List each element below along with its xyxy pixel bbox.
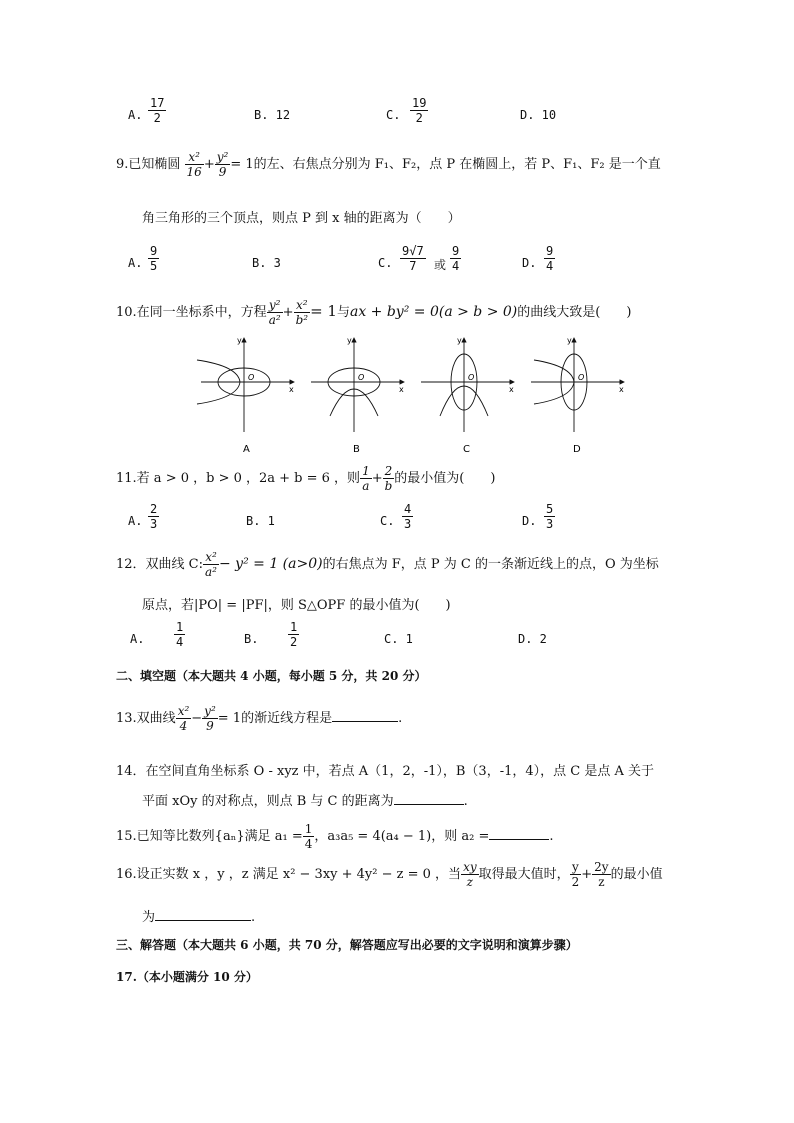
q11-option-d-label: D. — [522, 514, 537, 528]
q9-option-c2-den: 4 — [452, 259, 460, 273]
q12-option-a-label: A. — [130, 632, 145, 646]
q8-option-d: D. 10 — [520, 108, 557, 122]
q11-option-a-fraction — [148, 502, 159, 531]
q13-f1-num: x² — [177, 704, 190, 718]
q13-f1-den: 4 — [179, 719, 188, 733]
q10-mid: 与 — [336, 305, 350, 320]
q9-option-c1-num: 9√7 — [402, 244, 424, 258]
q10-graph-a — [197, 336, 294, 432]
q16-f2-den: 2 — [571, 875, 580, 889]
q16-f3-num: 2y — [594, 860, 609, 874]
q15-prefix: 15.已知等比数列{aₙ}满足 a₁ = — [116, 829, 303, 844]
q12-eq: − y² = 1 (a>0) — [218, 556, 323, 572]
q10-graph-d-y-label: y — [567, 336, 572, 345]
q9-plus: + — [203, 157, 215, 172]
q10-graph-b-origin: O — [358, 373, 365, 382]
q10-graph-d-label: D — [573, 444, 581, 455]
q10-eq1: = 1 — [310, 302, 337, 320]
q9-y-fraction — [215, 150, 231, 179]
q13-answer-blank[interactable] — [332, 709, 398, 722]
q11-option-d-den: 3 — [546, 517, 554, 531]
q10-graph-c-label: C — [463, 444, 470, 455]
q14-line1: 14．在空间直角坐标系 O - xyz 中，若点 A（1，2，-1），B（3，-1，4），点 C 是点 A 关于 — [116, 764, 654, 779]
q8-option-c-fraction — [410, 96, 428, 125]
section3-heading: 三、解答题（本大题共 6 小题，共 70 分，解答题应写出必要的文字说明和演算步骤） — [116, 938, 578, 952]
q11-option-c-num: 4 — [404, 502, 412, 516]
q15-fraction — [303, 822, 315, 851]
q12-stem-line2: 原点，若|PO| = |PF|，则 S△OPF 的最小值为( ) — [142, 598, 451, 613]
q12-option-b-fraction — [288, 620, 299, 649]
q12-stem-line1 — [116, 550, 659, 579]
q16-end: . — [251, 910, 256, 925]
q9-option-b: B. 3 — [252, 256, 281, 270]
q11-option-a-label: A. — [128, 514, 143, 528]
q10-graph-a-y-label: y — [237, 336, 242, 345]
q10-graph-c-origin: O — [468, 373, 475, 382]
q10-f2-den: b² — [295, 313, 309, 327]
q9-option-c-label: C. — [378, 256, 393, 270]
q11-option-d-fraction — [544, 502, 555, 531]
q15-f-num: 1 — [304, 822, 313, 836]
q11-f1-fraction — [360, 464, 372, 493]
q9-x-den: 16 — [186, 165, 202, 179]
q13-stem — [116, 704, 402, 733]
q10-f1-den: a² — [268, 313, 281, 327]
q12-prefix: 12．双曲线 C: — [116, 557, 204, 572]
q15-mid: ，a₃a₅ = 4(a₄ − 1)，则 a₂ = — [314, 829, 490, 844]
q16-stem-line2 — [142, 906, 255, 925]
q12-option-b-den: 2 — [290, 635, 298, 649]
q8-option-c-label: C. — [386, 108, 401, 122]
q11-option-a-num: 2 — [150, 502, 158, 516]
q9-x-fraction — [185, 150, 204, 179]
q10-graph-c-y-label: y — [457, 336, 462, 345]
q9-option-a-label: A. — [128, 256, 143, 270]
q12-stem1: 的右焦点为 F，点 P 为 C 的一条渐近线上的点，O 为坐标 — [322, 557, 659, 572]
q16-prefix: 16.设正实数 x ，y ，z 满足 x² − 3xy + 4y² − z = 0 ，当 — [116, 867, 462, 882]
q9-option-d-label: D. — [522, 256, 537, 270]
q14-line2-text: 平面 xOy 的对称点，则点 B 与 C 的距离为 — [142, 794, 394, 809]
q10-prefix: 10.在同一坐标系中，方程 — [116, 305, 267, 320]
q9-option-d-fraction — [544, 244, 555, 273]
q8-option-b: B. 12 — [254, 108, 291, 122]
q9-option-c-or: 或 — [434, 258, 447, 272]
q10-f1-num: y² — [267, 298, 283, 313]
q9-y-num: y² — [216, 150, 229, 164]
q8-option-a-label: A. — [128, 108, 143, 122]
q10-graph-d-x-label: x — [619, 385, 624, 394]
q9-option-a-den: 5 — [150, 259, 158, 273]
q10-f2-fraction — [294, 298, 311, 327]
q12-option-d: D. 2 — [518, 632, 547, 646]
q16-answer-blank[interactable] — [155, 908, 251, 921]
q11-option-c-label: C. — [380, 514, 395, 528]
q10-graph-b — [311, 336, 404, 432]
q10-graph-b-x-label: x — [399, 385, 404, 394]
q16-f1-fraction — [461, 860, 479, 889]
q13-eq: = 1 — [217, 711, 242, 726]
q13-f1-fraction — [176, 704, 192, 733]
q13-prefix: 13.双曲线 — [116, 711, 176, 726]
q9-option-c1-fraction — [400, 244, 426, 273]
q8-option-c-num: 19 — [412, 96, 427, 110]
q11-option-c-den: 3 — [404, 517, 412, 531]
q8-options — [128, 96, 688, 136]
q12-option-a-num: 1 — [176, 620, 184, 634]
q8-option-a-fraction — [148, 96, 166, 125]
q10-graph-b-y-label: y — [347, 336, 352, 345]
q10-graph-c-x-label: x — [509, 385, 514, 394]
q11-plus: + — [371, 471, 383, 486]
q12-fraction — [203, 550, 219, 579]
q11-f2-den: b — [384, 479, 393, 493]
q10-graphs — [196, 332, 636, 456]
q16-f1-den: z — [466, 875, 473, 889]
q9-option-c2-num: 9 — [452, 244, 460, 258]
q10-f1-fraction — [267, 298, 283, 327]
q13-end: . — [398, 711, 403, 726]
q10-graph-a-label: A — [243, 444, 250, 455]
q14-answer-blank[interactable] — [394, 792, 464, 805]
q13-suffix: 的渐近线方程是 — [241, 711, 333, 726]
q16-suffix: 的最小值 — [610, 867, 663, 882]
q16-f3-fraction — [592, 860, 610, 889]
q12-option-a-fraction — [174, 620, 185, 649]
q11-option-d-num: 5 — [546, 502, 554, 516]
q11-f1-num: 1 — [362, 464, 370, 478]
q8-option-c-den: 2 — [415, 111, 423, 125]
q9-option-d-num: 9 — [546, 244, 554, 258]
q16-stem-line1 — [116, 860, 663, 889]
q9-option-c2-fraction — [450, 244, 461, 273]
q9-y-den: 9 — [218, 165, 227, 179]
q13-f2-fraction — [202, 704, 218, 733]
q11-option-a-den: 3 — [150, 517, 158, 531]
q13-minus: − — [191, 711, 203, 726]
q10-graph-d — [531, 336, 624, 432]
q12-f-den: a² — [205, 565, 217, 579]
q12-option-a-den: 4 — [176, 635, 184, 649]
q9-x-num: x² — [185, 150, 204, 165]
q9-stem-line1 — [116, 150, 661, 179]
q11-f2-fraction — [383, 464, 395, 493]
q11-options — [128, 500, 688, 540]
q9-options — [128, 242, 688, 282]
q15-end: . — [549, 829, 554, 844]
q13-f2-num: y² — [204, 704, 216, 718]
q16-f2-fraction — [570, 860, 582, 889]
section2-heading: 二、填空题（本大题共 4 小题，每小题 5 分，共 20 分） — [116, 669, 427, 683]
q10-graph-b-label: B — [353, 444, 360, 455]
q11-f2-num: 2 — [383, 464, 395, 479]
q15-answer-blank[interactable] — [489, 827, 549, 840]
q10-eq2: ax + by² = 0(a > b > 0) — [349, 304, 518, 320]
q11-option-c-fraction — [402, 502, 413, 531]
q9-eq: = 1 — [230, 157, 254, 172]
q16-f2-num: y — [570, 860, 582, 875]
q17-heading: 17.（本小题满分 10 分） — [116, 970, 258, 984]
q10-suffix: 的曲线大致是( ) — [517, 305, 632, 320]
q12-option-b-num: 1 — [290, 620, 298, 634]
q9-prefix: 9.已知椭圆 — [116, 157, 181, 172]
q9-stem-line2: 角三角形的三个顶点，则点 P 到 x 轴的距离为（ ） — [142, 211, 461, 226]
q10-stem — [116, 298, 631, 327]
q11-prefix: 11.若 a > 0 ，b > 0 ，2a + b = 6 ，则 — [116, 471, 361, 486]
q12-f-num: x² — [203, 550, 219, 565]
q8-option-a-den: 2 — [153, 111, 161, 125]
q12-options — [130, 620, 690, 660]
q11-suffix: 的最小值为( ) — [394, 471, 496, 486]
q16-line2-text: 为 — [142, 910, 156, 925]
q15-f-den: 4 — [304, 837, 313, 851]
q10-graph-d-origin: O — [578, 373, 585, 382]
q16-mid: 取得最大值时， — [478, 867, 570, 882]
q16-plus: + — [581, 867, 593, 882]
q10-graph-a-origin: O — [248, 373, 255, 382]
q16-f3-den: z — [598, 875, 605, 889]
q11-option-b: B. 1 — [246, 514, 275, 528]
q10-graph-c — [421, 336, 514, 432]
q10-graph-a-x-label: x — [289, 385, 294, 394]
q16-f1-num: xy — [463, 860, 477, 874]
q15-stem — [116, 822, 554, 851]
q12-option-c: C. 1 — [384, 632, 413, 646]
q10-plus: + — [282, 305, 294, 320]
q9-option-c1-den: 7 — [409, 259, 417, 273]
q11-stem — [116, 464, 495, 493]
q8-option-a-num: 17 — [150, 96, 165, 110]
q12-option-b-label: B. — [244, 632, 259, 646]
q11-f1-den: a — [362, 479, 370, 493]
q9-option-a-num: 9 — [150, 244, 158, 258]
q10-f2-num: x² — [294, 298, 311, 313]
q9-option-d-den: 4 — [546, 259, 554, 273]
q14-line2 — [142, 790, 468, 809]
q14-end: . — [463, 794, 468, 809]
q9-option-a-fraction — [148, 244, 159, 273]
q13-f2-den: 9 — [206, 719, 214, 733]
q9-stem1: 的左、右焦点分别为 F₁、F₂，点 P 在椭圆上，若 P、F₁、F₂ 是一个直 — [253, 157, 661, 172]
